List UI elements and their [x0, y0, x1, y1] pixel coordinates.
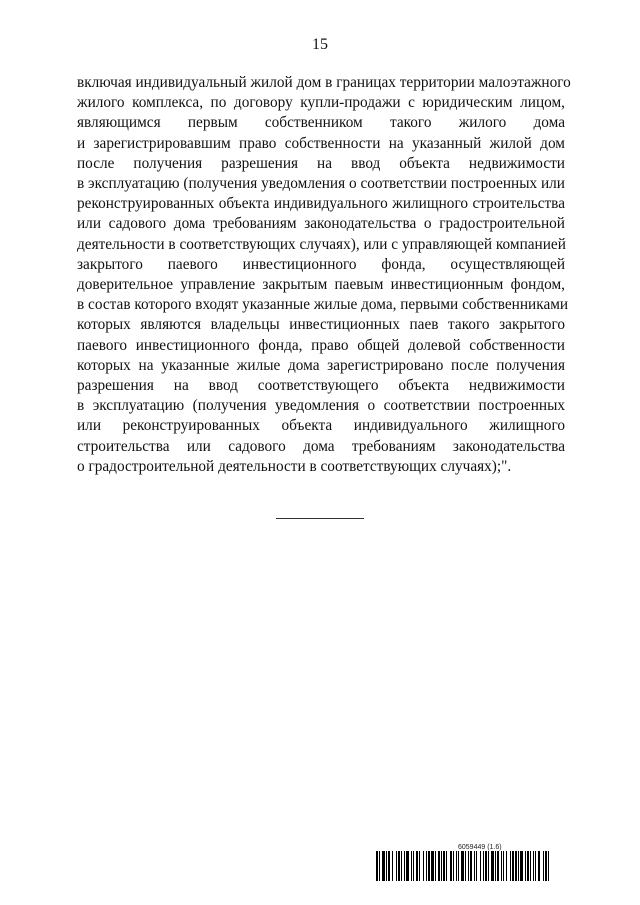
barcode-bar — [388, 851, 390, 881]
barcode-bar — [458, 851, 459, 881]
text-line: являющимся первым собственником такого жилого дома — [77, 114, 565, 132]
barcode-bar — [538, 851, 540, 881]
barcode-bar — [535, 851, 536, 881]
barcode-bar — [386, 851, 387, 881]
barcode-bar — [470, 851, 472, 881]
barcode-bar — [491, 851, 494, 881]
barcode-bar — [506, 851, 507, 881]
barcode-bar — [468, 851, 469, 881]
barcode-bar — [419, 851, 420, 881]
text-line: деятельности в соответствующих случаях), или с управляющей компанией — [77, 235, 566, 253]
barcode-bar — [406, 851, 409, 881]
text-line: жилого комплекса, по договору купли-продажи с юридическим лицом, — [77, 94, 565, 112]
barcode-bar — [515, 851, 517, 881]
barcode-bar — [495, 851, 496, 881]
barcode-bar — [416, 851, 418, 881]
barcode-bar — [501, 851, 502, 881]
text-line: паевого инвестиционного фонда, право общей долевой собственности — [77, 336, 565, 354]
barcode-bar — [435, 851, 436, 881]
barcode-bar — [497, 851, 499, 881]
barcode-bar — [530, 851, 531, 881]
barcode-bar — [438, 851, 440, 881]
barcode-bar — [525, 851, 526, 881]
barcode-bar — [428, 851, 430, 881]
barcode-bar — [476, 851, 477, 881]
text-line: и зарегистрировавшим право собственности на указанный жилой дом — [77, 134, 565, 152]
text-line: строительства или садового дома требованиям законодательства — [77, 437, 565, 455]
barcode-bar — [404, 851, 405, 881]
barcode-bar — [503, 851, 504, 881]
text-line: или садового дома требованиям законодательства о градостроительной — [77, 215, 565, 233]
barcode-bar — [450, 851, 452, 881]
barcode-bar — [431, 851, 434, 881]
text-line: в эксплуатацию (получения уведомления о соответствии построенных — [77, 397, 565, 415]
barcode-bar — [379, 851, 380, 881]
text-line: в эксплуатацию (получения уведомления о соответствии построенных или — [77, 175, 565, 193]
end-divider — [276, 518, 364, 519]
barcode-bar — [548, 851, 549, 881]
text-line: которых на указанные жилые дома зарегистрировано после получения — [77, 356, 565, 374]
barcode-bar — [426, 851, 427, 881]
barcode-bar — [382, 851, 385, 881]
barcode-bar — [518, 851, 519, 881]
barcode-bar — [512, 851, 514, 881]
barcode-bar — [527, 851, 529, 881]
text-line: закрытого паевого инвестиционного фонда, осуществляющей — [77, 255, 565, 273]
document-code: 6059449 (1.6) — [458, 844, 502, 851]
barcode-bar — [446, 851, 447, 881]
text-line: доверительное управление закрытым паевым инвестиционным фондом, — [77, 276, 565, 294]
text-line: о градостроительной деятельности в соответствующих случаях);". — [77, 457, 512, 475]
barcode-bar — [543, 851, 544, 881]
barcode-bar — [520, 851, 523, 881]
barcode-bar — [443, 851, 445, 881]
barcode-bar — [396, 851, 397, 881]
barcode-bar — [411, 851, 412, 881]
page-number: 15 — [312, 36, 328, 53]
barcode-bar — [456, 851, 457, 881]
barcode-bar — [413, 851, 414, 881]
barcode-bar — [533, 851, 534, 881]
barcode-bar — [488, 851, 489, 881]
barcode-bar — [398, 851, 400, 881]
barcode-bar — [485, 851, 487, 881]
barcode-bar — [441, 851, 442, 881]
barcode-bar — [483, 851, 484, 881]
barcode-bar — [510, 851, 511, 881]
barcode-bar — [392, 851, 393, 881]
text-line: реконструированных объекта индивидуального жилищного строительства — [77, 195, 565, 213]
barcode-bar — [453, 851, 454, 881]
barcode-bar — [401, 851, 402, 881]
text-line: или реконструированных объекта индивидуального жилищного — [77, 417, 565, 435]
barcode-bar — [376, 851, 378, 881]
barcode-bar — [423, 851, 424, 881]
text-line: в состав которого входят указанные жилые дома, первыми собственниками — [77, 296, 569, 314]
barcode — [376, 851, 588, 881]
body-paragraph — [77, 73, 571, 477]
barcode-bar — [465, 851, 466, 881]
text-line: включая индивидуальный жилой дом в границах территории малоэтажного — [77, 74, 571, 91]
barcode-bar — [480, 851, 481, 881]
barcode-bar — [461, 851, 464, 881]
barcode-bar — [545, 851, 547, 881]
text-line: после получения разрешения на ввод объекта недвижимости — [77, 154, 565, 172]
text-line: которых являются владельцы инвестиционных паев такого закрытого — [77, 316, 565, 334]
barcode-bar — [474, 851, 475, 881]
text-line: разрешения на ввод соответствующего объекта недвижимости — [77, 377, 565, 395]
